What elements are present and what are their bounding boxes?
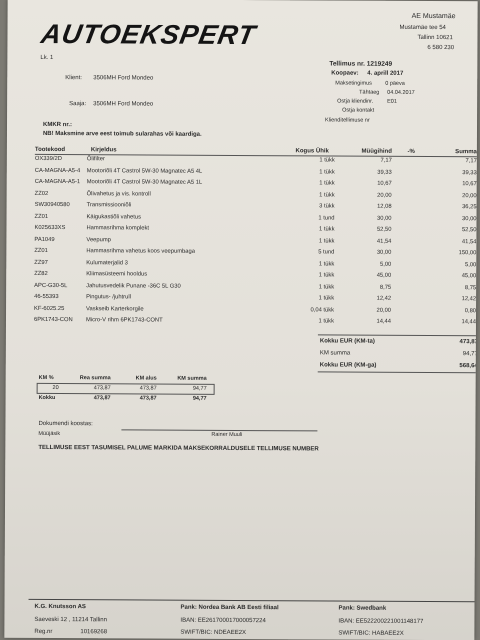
vat-t-row: 473,87 [93,395,111,402]
order-title: Tellimus nr. 1219249 [329,60,393,68]
vat-r-amount: 94,77 [192,385,207,392]
page-number: Lk. 1 [40,54,54,62]
vat-r-pct: 20 [52,385,59,392]
row-quantity: 3 tükk [319,203,335,210]
row-sum: 41,54 [461,238,477,245]
row-price: 20,00 [376,307,392,314]
vat-h-pct: KM % [38,374,54,382]
row-code: CA-MAGNA-A5-1 [34,178,81,186]
row-sum: 12,42 [461,296,477,303]
row-description: Õlivahetus ja vis. kontroll [86,190,151,198]
row-price: 39,33 [377,169,392,176]
header-sum: Summa [455,149,477,156]
vat-h-row: Rea summa [79,375,111,382]
row-description: Vaskseib Karterkorgile [86,305,144,312]
totals-rule-bottom [318,371,478,373]
row-sum: 10,67 [462,181,477,188]
header-price: Müügihind [361,148,392,155]
table-row [34,248,477,260]
table-row [34,305,478,317]
row-quantity: 5 tund [318,249,335,256]
total-net-value: 473,87 [459,339,478,346]
row-description: Mootoriõli 4T Castrol 5W-30 Magnatec A5 4L [86,167,203,175]
row-quantity: 1 tükk [319,168,335,175]
client-order-label: Klienditellimuse nr [325,117,370,124]
row-description: Käigukastiõli vahetus [86,213,142,220]
row-sum: 8,75 [464,284,477,291]
row-sum: 30,00 [461,215,477,222]
row-sum: 150,00 [458,250,477,257]
row-quantity: 1 tükk [318,260,335,267]
row-description: Kulumaterjalid 3 [86,259,128,266]
row-price: 45,00 [376,272,392,279]
row-description: Micro-V rihm 6PK1743-CONT [85,317,163,324]
row-price: 52,50 [376,226,392,233]
header-qty: Kogus Ühik [295,148,329,155]
row-price: 12,08 [377,203,392,210]
row-description: Jahutusvedelik Punane -36C 5L G30 [86,282,181,290]
footer-rule [29,599,478,602]
due-label: Tähtaeg [359,89,380,96]
vat-summary-row [37,385,213,394]
company-logo: AUTOEKSPERT [38,18,259,51]
footer-iban2: IBAN: EE522200221001148177 [338,618,424,625]
footer-address: Saeveski 12 , 11214 Tallinn [34,616,107,624]
total-gross-label: Kokku EUR (KM-ga) [319,362,377,369]
due-value: 04.04.2017 [387,89,415,96]
row-code: ZZ82 [34,270,48,277]
vat-h-amount: KM summa [177,375,207,382]
row-code: SW30940580 [34,201,70,209]
row-code: ZZ01 [34,213,49,220]
row-quantity: 1 tükk [319,191,335,198]
row-code: ZZ97 [34,259,48,266]
row-code: PA1049 [34,236,55,243]
vat-r-base: 473,87 [139,385,157,392]
payment-notice: TELLIMUSE EEST TASUMISEL PALUME MARKIDA MAKSEKORRALDUSELE TELLIMUSE NUMBER [38,444,319,453]
table-row [34,294,478,306]
row-quantity: 1 tükk [318,295,335,302]
row-quantity: 1 tükk [319,180,335,187]
row-code: KF-6025.25 [34,305,65,312]
row-price: 10,67 [377,180,392,187]
vat-t-base: 473,87 [139,395,157,402]
header-desc: Kirjeldus [90,147,117,154]
table-row [35,179,478,191]
row-sum: 5,00 [464,261,477,268]
footer-bank2: Pank: Swedbank [338,605,387,612]
vat-r-row: 473,87 [93,385,111,392]
row-quantity: 1 tükk [318,283,335,290]
row-quantity: 1 tükk [318,226,335,233]
footer-swift2: SWIFT/BIC: HABAEE2X [338,630,404,637]
row-description: Veepump [86,236,111,243]
row-description: Kliimasüsteemi hooldus [86,271,148,278]
invoice-paper [4,0,477,640]
payment-note: NB! Maksmine arve eest toimub sularahas või kaardiga. [42,130,202,138]
footer-bank1: Pank: Nordea Bank AB Eesti filiaal [180,604,279,612]
order-date-label: Koopaev: [331,70,359,77]
row-price: 30,00 [377,215,392,222]
row-description: Hammasrihma vahetus koos veepumbaga [86,248,195,255]
table-row [35,202,478,214]
row-sum: 45,00 [461,273,477,280]
row-price: 7,17 [380,157,392,164]
company-street: Mustamäe tee 54 [399,24,446,32]
total-net-label: Kokku EUR (KM-ta) [319,338,375,345]
row-sum: 14,44 [461,319,477,326]
seller-name: Rainer Muuli [211,431,243,439]
row-sum: 52,50 [461,227,477,234]
table-row [34,225,477,237]
row-price: 5,00 [379,261,392,268]
vat-t-amount: 94,77 [192,395,207,402]
footer-swift1: SWIFT/BIC: NDEAEE2X [180,629,247,637]
row-quantity: 1 tükk [318,237,335,244]
row-price: 8,75 [379,284,392,291]
table-row [34,236,477,248]
header-code: Tootekood [34,146,66,154]
row-sum: 7,17 [465,158,477,165]
company-city: Tallinn 10621 [417,34,453,42]
client-id-label: Ostja kliendinr. [337,98,374,105]
row-description: Õlifilter [86,156,105,163]
kmkr-label: KMKR nr.: [43,121,73,129]
table-row [35,156,478,168]
order-date-value: 4. aprill 2017 [367,70,404,77]
table-row [34,317,478,329]
vat-total-label: Kokku [38,394,56,402]
totals-rule-top [318,334,478,336]
client-label: Klient: [65,75,82,82]
table-row [34,282,478,294]
row-description: Transmissiooniõli [86,202,132,209]
receiver-label: Saaja: [69,101,87,108]
total-gross-value: 568,64 [459,363,478,370]
client-id-value: E01 [387,98,397,105]
header-pct: -% [407,148,415,155]
row-code: 6PK1743-CON [33,316,73,324]
row-price: 12,42 [376,295,392,302]
company-phone: 6 580 230 [427,44,455,52]
seller-label: Müüjäsik [38,430,61,438]
row-quantity: 1 tükk [319,157,335,164]
total-vat-label: KM summa [319,350,351,357]
row-quantity: 1 tükk [318,318,335,325]
contact-label: Ostja kontakt [342,107,375,114]
row-quantity: 0,04 tükk [310,306,335,313]
receiver-value: 3506MH Ford Mondeo [93,101,154,108]
row-price: 30,00 [376,249,392,256]
vat-h-base: KM alus [135,375,157,382]
footer-regnr-value: 10169268 [80,629,108,636]
row-sum: 39,33 [462,169,477,176]
row-code: CA-MAGNA-A5-4 [34,167,81,174]
row-sum: 20,00 [462,192,477,199]
table-row [35,167,478,179]
row-code: OX339/2D [34,155,62,163]
row-description: Hammasrihma komplekt [86,225,149,232]
row-code: ZZ02 [34,190,49,197]
row-sum: 0,80 [464,307,477,314]
row-quantity: 1 tükk [318,272,335,279]
company-branch: AE Mustamäe [411,12,456,21]
footer-regnr-label: Reg.nr [34,628,53,636]
total-vat-value: 94,77 [462,351,478,358]
row-sum: 36,25 [462,204,477,211]
row-description: Pingutus- /juhtrull [86,294,131,301]
footer-iban1: IBAN: EE261700017000057224 [180,617,266,625]
footer-company: K.G. Knutsson AS [34,603,86,611]
vat-summary-total [37,395,213,404]
row-price: 20,00 [377,192,392,199]
doc-author-label: Dokumendi koostas: [38,420,93,428]
row-code: 46-55393 [34,293,59,301]
table-row [35,213,478,225]
payterm-label: Maksetingimus [335,80,372,87]
client-value: 3506MH Ford Mondeo [93,75,154,82]
table-row [34,271,477,283]
table-row [35,190,478,202]
table-row [34,259,477,271]
row-code: K025633XS [34,224,66,232]
row-price: 14,44 [376,318,392,325]
row-description: Mootoriõli 4T Castrol 5W-30 Magnatec A5 1L [86,179,203,186]
row-code: ZZ01 [34,247,48,254]
row-quantity: 1 tund [318,214,335,221]
row-price: 41,54 [376,238,392,245]
payterm-value: 0 päeva [385,80,405,87]
row-code: APC-G30-5L [34,282,68,289]
